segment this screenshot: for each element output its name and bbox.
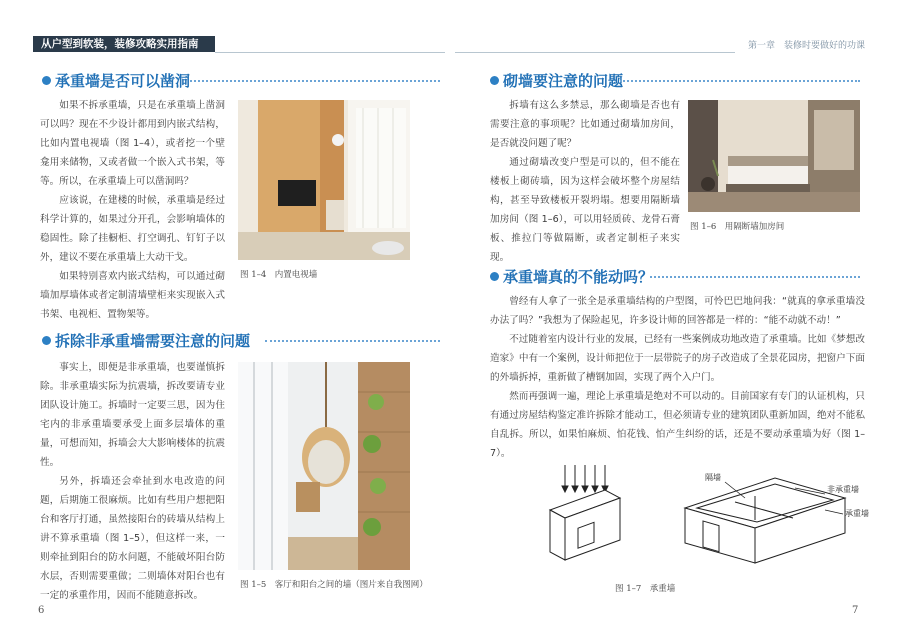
right-section2-body <box>490 292 865 463</box>
section2-body <box>40 358 225 605</box>
figure-1-4-caption: 图 1–4 内置电视墙 <box>240 270 318 280</box>
paragraph: 不过随着室内设计行业的发展，已经有一些案例成功地改造了承重墙。比如《梦想改造家》中有一个案例，设计师把位于一层带院子的房子改造成了全景花园房，把窗户下面的外墙拆掉，重新做了槽钢加固，实现了两个入户门。 <box>490 334 865 383</box>
section-title-nonload-wall <box>42 330 250 351</box>
bullet-dot-icon <box>490 272 499 281</box>
paragraph: 拆墙有这么多禁忌，那么砌墙是否也有需要注意的事项呢？比如通过砌墙加房间，是否就没问题了呢？ <box>490 100 680 149</box>
section-title-text: 砌墙要注意的问题 <box>503 72 624 90</box>
running-header-left: 从户型到软装，装修攻略实用指南 <box>33 36 215 52</box>
section-title-building-wall <box>490 70 623 91</box>
page-number-left: 6 <box>38 605 45 616</box>
paragraph: 如果特别喜欢内嵌式结构，可以通过砌墙加厚墙体或者定制清墙壁柜来实现嵌入式书架、电视柜、置物架等。 <box>40 271 225 320</box>
bullet-dot-icon <box>42 336 51 345</box>
section-title-text: 承重墙真的不能动吗？ <box>503 268 654 286</box>
section-title-text: 承重墙是否可以凿洞 <box>55 72 191 90</box>
paragraph: 应该说，在建楼的时候，承重墙是经过科学计算的，如果过分开孔，会影响墙体的稳固性。除了挂橱柜、打空调孔、钉钉子以外，建议不要在承重墙上大动干戈。 <box>40 195 225 263</box>
figure-1-7-diagram-room <box>675 468 875 568</box>
label-non-load-wall: 非承重墙 <box>827 485 859 494</box>
header-rule <box>455 52 735 53</box>
bullet-dot-icon <box>42 76 51 85</box>
paragraph: 曾经有人拿了一张全是承重墙结构的户型图，可怜巴巴地问我：“就真的拿承重墙没办法了吗？”我想为了保险起见，许多设计师的回答都是一样的：“能不动就不动！” <box>490 296 865 326</box>
figure-1-7-diagram-load <box>540 460 630 565</box>
figure-1-5-photo <box>238 362 410 570</box>
paragraph: 然而再强调一遍，理论上承重墙是绝对不可以动的。目前国家有专门的认证机构，只有通过房屋结构鉴定准许拆除才能动工，但必须请专业的建筑团队重新加固，绝对不能私自乱拆。所以，如果怕麻烦、怕花钱、怕产生纠纷的话，还是不要动承重墙为好（图 1–7）。 <box>490 391 865 459</box>
bullet-dot-icon <box>490 76 499 85</box>
label-partition: 隔墙 <box>705 473 721 482</box>
title-dotted-rule <box>620 80 860 82</box>
title-dotted-rule <box>650 276 860 278</box>
section1-body <box>40 96 225 324</box>
title-dotted-rule <box>265 340 440 342</box>
paragraph: 事实上，即便是非承重墙，也要谨慎拆除。非承重墙实际为抗震墙，拆改要请专业团队设计施工。拆墙时一定要三思，因为住宅内的非承重墙要承受上面多层墙体的重量，可想而知，拆墙会大大影响楼体的抗震性。 <box>40 362 225 468</box>
figure-1-6-caption: 图 1–6 用隔断墙加房间 <box>690 222 785 232</box>
figure-1-7-caption: 图 1–7 承重墙 <box>615 584 676 594</box>
section-title-drilling <box>42 70 190 91</box>
title-dotted-rule <box>190 80 440 82</box>
section-title-text: 拆除非承重墙需要注意的问题 <box>55 332 251 350</box>
header-rule <box>215 52 445 53</box>
paragraph: 如果不拆承重墙，只是在承重墙上凿洞可以吗？现在不少设计都用到内嵌式结构，比如内置电视墙（图 1–4），或者挖一个壁龛用来储物，又或者做一个嵌入式书架，等等。所以，在承重墙上可以凿洞吗？ <box>40 100 225 187</box>
section-title-load-wall-question <box>490 266 653 287</box>
label-load-wall: 承重墙 <box>845 509 869 518</box>
figure-1-6-photo <box>688 100 860 212</box>
right-page <box>450 0 900 635</box>
right-section1-body <box>490 96 680 267</box>
page-number-right: 7 <box>852 605 859 616</box>
paragraph: 另外，拆墙还会牵扯到水电改造的问题，后期施工很麻烦。比如有些用户想把阳台和客厅打通，虽然接阳台的砖墙从结构上讲不算承重墙（图 1–5），但这样一来，一则牵扯到阳台的防水问题，不能破坏阳台防水层，否则需要重做；二则墙体对阳台也有一定的承重作用，因而不能随意拆改。 <box>40 476 225 601</box>
figure-1-4-photo <box>238 100 410 260</box>
figure-1-5-caption: 图 1–5 客厅和阳台之间的墙（图片来自我图网） <box>240 580 428 590</box>
running-header-right: 第一章 装修时要做好的功课 <box>747 41 865 51</box>
paragraph: 通过砌墙改变户型是可以的，但不能在楼板上砌砖墙，因为这样会破坏整个房屋结构，甚至导致楼板开裂坍塌。想要用隔断墙加房间（图 1–6），可以用轻质砖、龙骨石膏板、推拉门等做隔断，或者定制柜子来实现。 <box>490 157 680 263</box>
